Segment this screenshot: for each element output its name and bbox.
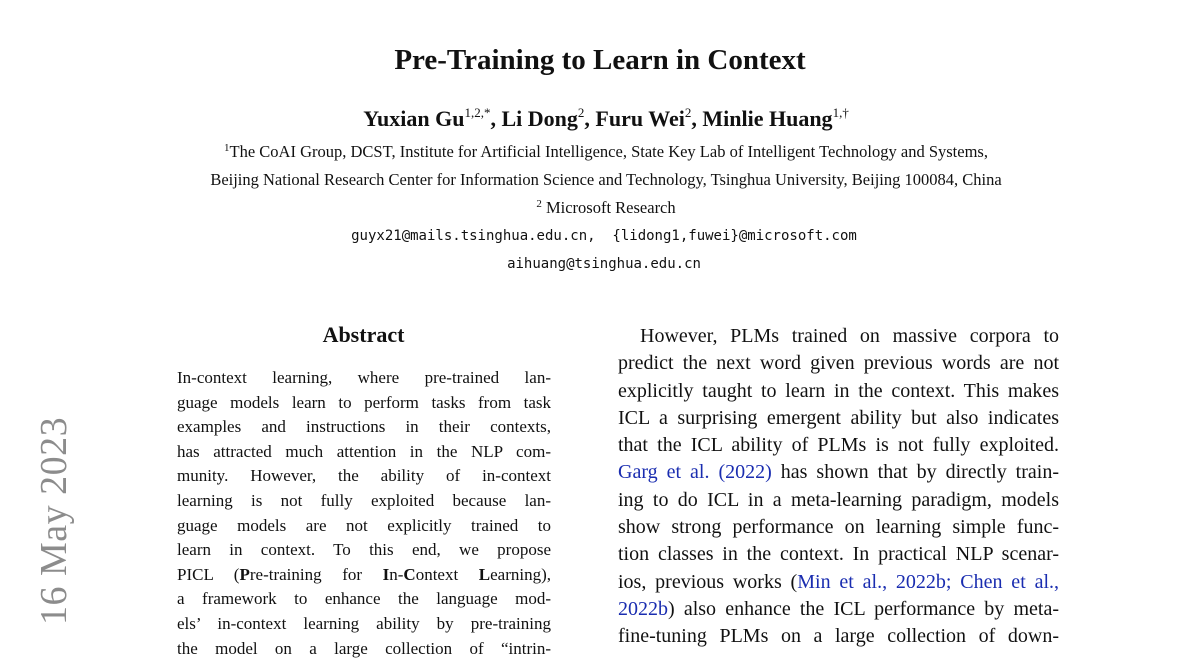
abstract-body (177, 366, 551, 661)
abstract-line: learn in context. To this end, we propose (177, 540, 551, 560)
introduction-body (618, 323, 1059, 651)
abstract-line (177, 563, 551, 588)
intro-line (618, 569, 1059, 596)
abstract-heading: Abstract (322, 322, 405, 347)
abstract-line: munity. However, the ability of in-context (177, 466, 551, 486)
intro-line: fine-tuning PLMs on a large collection of down- (618, 625, 1059, 648)
email-line: aihuang@tsinghua.edu.cn (507, 256, 701, 272)
text-run: re-training for (249, 564, 383, 584)
abstract-line: In-context learning, where pre-trained lan- (177, 368, 551, 387)
abstract-line: a framework to enhance the language mod- (177, 589, 551, 609)
acronym-letter: I (382, 564, 390, 584)
acronym-letter: L (478, 564, 491, 584)
text-run: earning), (490, 564, 551, 584)
affiliation-mark: 2 (536, 198, 542, 210)
text-run: PICL ( (177, 564, 240, 584)
paper-title: Pre-Training to Learn in Context (394, 44, 806, 76)
intro-line: that the ICL ability of PLMs is not fully exploited. (618, 434, 1059, 457)
author-affiliation-mark: 1,† (832, 105, 849, 120)
acronym-letter: C (403, 564, 416, 584)
abstract-line: has attracted much attention in the NLP com- (177, 441, 551, 461)
intro-line: ing to do ICL in a meta-learning paradigm, models (618, 488, 1059, 511)
intro-line: However, PLMs trained on massive corpora to (640, 325, 1059, 347)
author-separator: , (691, 106, 703, 131)
abstract-line: learning is not fully exploited because lan- (177, 490, 551, 510)
abstract-line: guage models are not explicitly trained to (177, 515, 551, 535)
text-run: ) also enhance the ICL performance by meta- (668, 597, 1059, 620)
author-name: Li Dong (501, 106, 578, 131)
abstract-line: guage models learn to perform tasks from task (177, 392, 551, 412)
affiliation-text: Microsoft Research (545, 198, 676, 217)
affiliation-line: Beijing National Research Center for Information Science and Technology, Tsinghua University, Beijing 100084, China (210, 170, 1002, 189)
affiliation-text: The CoAI Group, DCST, Institute for Artificial Intelligence, State Key Lab of Intelligent Technology and Systems, (229, 142, 988, 161)
author-name: Yuxian Gu (363, 106, 465, 131)
author-affiliation-mark: 2 (684, 105, 692, 120)
intro-line: tion classes in the context. In practical NLP scenar- (618, 543, 1059, 566)
author-list (0, 106, 1200, 132)
affiliation-line (0, 198, 1200, 218)
affiliation-mark: 1 (224, 142, 230, 154)
author-name: Minlie Huang (702, 106, 833, 131)
intro-line: ICL a surprising emergent ability but also indicates (618, 406, 1059, 429)
intro-line: predict the next word given previous words are not (618, 352, 1059, 375)
abstract-line: the model on a large collection of “intrin- (177, 638, 551, 658)
citation-link[interactable]: Min et al., 2022b; Chen et al., (797, 570, 1059, 593)
abstract-line: examples and instructions in their contexts, (177, 417, 551, 437)
author-affiliation-mark: 1,2,* (464, 105, 491, 120)
citation-link[interactable]: Garg et al. (2022) (618, 461, 772, 484)
intro-line (618, 596, 1059, 623)
intro-line (618, 459, 1059, 486)
author-separator: , (584, 106, 596, 131)
intro-line: explicitly taught to learn in the context. This makes (618, 379, 1059, 402)
affiliation-line (0, 142, 1200, 162)
author-separator: , (490, 106, 502, 131)
arxiv-date-stamp: 16 May 2023 (33, 416, 75, 625)
abstract-line: els’ in-context learning ability by pre-training (177, 613, 551, 633)
intro-line: show strong performance on learning simple func- (618, 516, 1059, 539)
author-name: Furu Wei (595, 106, 685, 131)
email-line: guyx21@mails.tsinghua.edu.cn, {lidong1,fuwei}@microsoft.com (351, 228, 857, 244)
text-run: n- (389, 564, 404, 584)
text-run: ios, previous works ( (618, 570, 798, 593)
text-run: has shown that by directly train- (771, 461, 1059, 484)
acronym-letter: P (239, 564, 250, 584)
author-affiliation-mark: 2 (577, 105, 585, 120)
text-run: ontext (415, 564, 479, 584)
citation-link[interactable]: 2022b (618, 597, 668, 620)
